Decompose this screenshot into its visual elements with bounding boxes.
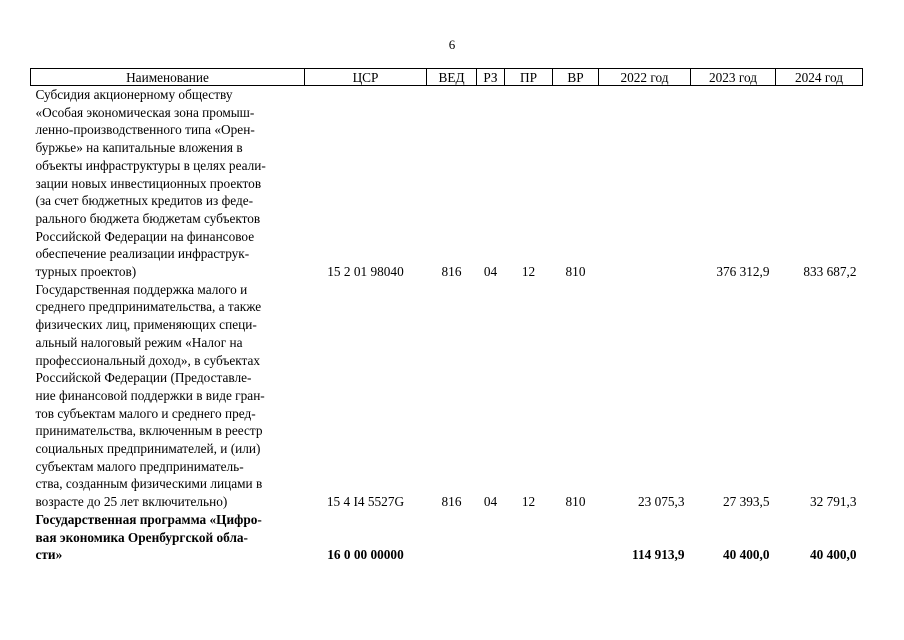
row-name-line: турных проектов) <box>35 264 137 280</box>
row-name-line: ние финансовой поддержки в виде гран- <box>35 387 265 403</box>
row-name-line: «Особая экономическая зона промыш- <box>35 104 255 120</box>
row-csr: 15 4 I4 5527G <box>326 494 405 510</box>
row-name-line: Российской Федерации (Предоставле- <box>35 370 252 386</box>
table-row <box>31 511 863 564</box>
row-name-line: профессиональный доход», в субъектах <box>35 352 261 368</box>
header-2022: 2022 год <box>599 69 691 86</box>
row-name <box>31 281 305 511</box>
row-name-line: сти» <box>35 547 63 563</box>
row-name-line: ленно-производственного типа «Орен- <box>35 122 255 138</box>
row-name-line: ства, созданным физическими лицами в <box>35 476 263 492</box>
header-rz: РЗ <box>477 69 505 86</box>
row-name-line: альный налоговый режим «Налог на <box>35 334 243 350</box>
page-number: 6 <box>448 37 456 52</box>
row-name-line: зации новых инвестиционных проектов <box>35 175 262 191</box>
header-2024: 2024 год <box>776 69 863 86</box>
row-2023: 27 393,5 <box>722 494 770 510</box>
row-csr: 16 0 00 00000 <box>327 547 404 563</box>
table-row <box>31 86 863 281</box>
row-name-line: социальных предпринимателей, и (или) <box>35 441 261 457</box>
header-ved: ВЕД <box>427 69 477 86</box>
header-csr: ЦСР <box>305 69 427 86</box>
row-2024: 40 400,0 <box>809 547 857 563</box>
header-2023: 2023 год <box>691 69 776 86</box>
row-vr: 810 <box>565 264 586 280</box>
row-pr <box>505 511 553 564</box>
header-vr: ВР <box>553 69 599 86</box>
row-2023: 376 312,9 <box>716 264 770 280</box>
row-2024: 32 791,3 <box>809 494 857 510</box>
row-name <box>31 86 305 281</box>
row-name-line: обеспечение реализации инфраструк- <box>35 246 250 262</box>
row-vr: 810 <box>565 494 586 510</box>
row-name-line: Российской Федерации на финансовое <box>35 228 255 244</box>
row-rz <box>477 511 505 564</box>
row-name-line: принимательства, включенным в реестр <box>35 423 263 439</box>
row-2024: 833 687,2 <box>803 264 857 280</box>
row-name-line: Государственная поддержка малого и <box>35 281 248 297</box>
header-pr: ПР <box>505 69 553 86</box>
row-ved <box>427 511 477 564</box>
row-pr: 12 <box>521 264 536 280</box>
table-body <box>31 86 863 564</box>
row-name-line: тов субъектам малого и среднего пред- <box>35 405 256 421</box>
row-name-line: физических лиц, применяющих специ- <box>35 317 257 333</box>
row-name-line: среднего предпринимательства, а также <box>35 299 262 315</box>
row-vr <box>553 511 599 564</box>
table-row <box>31 281 863 511</box>
row-ved: 816 <box>441 264 462 280</box>
row-name-line: вая экономика Оренбургской обла- <box>35 529 248 545</box>
row-name-line: возрасте до 25 лет включительно) <box>35 494 228 510</box>
row-name-line: Субсидия акционерному обществу <box>35 87 233 102</box>
row-name-line: буржье» на капитальные вложения в <box>35 140 243 156</box>
row-2022: 23 075,3 <box>637 494 685 510</box>
row-name-line: Государственная программа «Цифро- <box>35 511 262 527</box>
row-name-line: (за счет бюджетных кредитов из феде- <box>35 193 254 209</box>
budget-table <box>30 68 863 564</box>
row-csr: 15 2 01 98040 <box>327 264 404 280</box>
row-rz: 04 <box>483 494 498 510</box>
header-name: Наименование <box>31 69 305 86</box>
row-2022 <box>599 86 691 281</box>
row-pr: 12 <box>521 494 536 510</box>
table-header-row <box>31 69 863 86</box>
row-name-line: субъектам малого предприниматель- <box>35 458 244 474</box>
row-2022: 114 913,9 <box>632 547 685 563</box>
row-name-line: объекты инфраструктуры в целях реали- <box>35 157 266 173</box>
row-2023: 40 400,0 <box>722 547 770 563</box>
row-name <box>31 511 305 564</box>
row-name-line: рального бюджета бюджетам субъектов <box>35 210 261 226</box>
row-rz: 04 <box>483 264 498 280</box>
row-ved: 816 <box>441 494 462 510</box>
